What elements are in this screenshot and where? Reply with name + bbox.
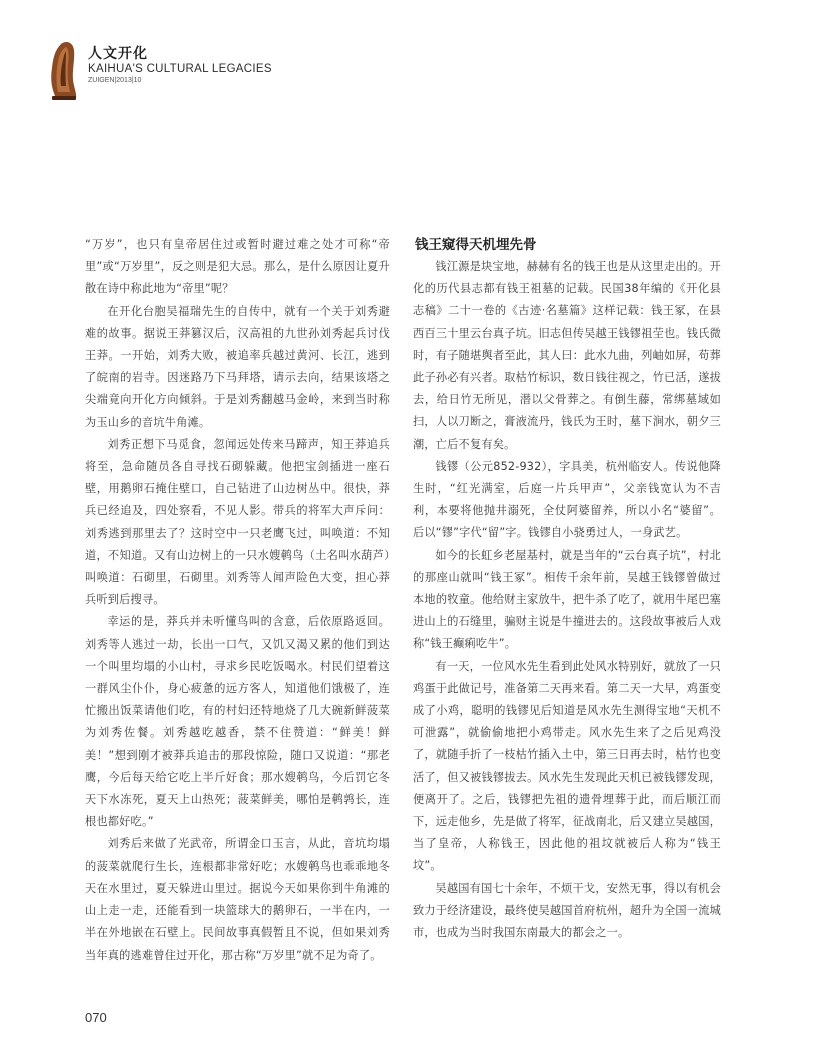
masthead-title-en: KAIHUA'S CULTURAL LEGACIES xyxy=(88,63,272,75)
carved-root-sculpture-icon xyxy=(46,40,80,100)
paragraph: 在开化台胞吴福瑞先生的自传中，就有一个关于刘秀避难的故事。据说王莽篡汉后，汉高祖的九世孙刘秀起兵讨伐王莽。一开始，刘秀大败，被追率兵越过黄河、长江，逃到了皖南的岩寺。因迷路乃下马拜塔，请示去向，结果该塔之尖端竟向开化方向倾斜。于是刘秀翻越马金岭，来到当时称为玉山乡的音坑牛角滩。 xyxy=(85,304,390,429)
masthead-issue: ZUIGEN|2013|10 xyxy=(88,77,142,84)
section-title: 钱王窥得天机埋先骨 xyxy=(415,237,537,253)
masthead-title-zh: 人文开化 xyxy=(88,46,148,62)
masthead xyxy=(46,40,346,104)
left-column xyxy=(85,234,390,967)
paragraph: 如今的长虹乡老屋基村，就是当年的“云台真子坑”，村北的那座山就叫“钱王冢”。相传千余年前，吴越王钱镠曾做过本地的牧童。他给财主家放牛，把牛杀了吃了，就用牛尾巴塞进山上的石缝里，骗财主说是牛撞进去的。这段故事被后人戏称“钱王癫痢吃牛”。 xyxy=(413,548,721,651)
paragraph: 刘秀后来做了光武帝，所谓金口玉言，从此，音坑均塌的菠菜就爬行生长，连根都非常好吃；水嫂鹌鸟也乖乖地冬天在水里过，夏天躲进山里过。据说今天如果你到牛角滩的山上走一走，还能看到一块篮球大的鹅卵石，一半在内，一半在外地嵌在石壁上。民间故事真假暂且不说，但如果刘秀当年真的逃难曾住过开化，那古称“万岁里”就不足为奇了。 xyxy=(85,837,390,962)
paragraph: 刘秀正想下马觅食，忽闻远处传来马蹄声，知王莽追兵将至，急命随员各自寻找石砌躲藏。他把宝剑插进一座石壁，用鹅卵石掩住壁口，自己钻进了山边树丛中。很快，莽兵已经追及，四处察看，不见人影。带兵的将军大声斥问：刘秀逃到那里去了？这时空中一只老鹰飞过，叫唤道：不知道，不知道。又有山边树上的一只水嫂鹌鸟（土名叫水葫芦）叫唤道：石砌里，石砌里。刘秀等人闻声险色大变，担心莽兵听到后搜寻。 xyxy=(85,437,390,607)
paragraph: 幸运的是，莽兵并未听懂鸟叫的含意，后依原路返回。刘秀等人逃过一劫，长出一口气，又饥又渴又累的他们到达一个叫里均塌的小山村，寻求乡民吃饭喝水。村民们望着这一群风尘仆仆，身心疲惫的远方客人，知道他们饿极了，连忙搬出饭菜请他们吃，有的村妇还特地烧了几大碗新鲜菠菜为刘秀佐餐。刘秀越吃越香，禁不住赞道：“鲜美！鲜美！”想到刚才被莽兵追击的那段惊险，随口又说道：“那老鹰，今后每天给它吃上半斤好食；那水嫂鹌鸟，今后罚它冬天下水冻死，夏天上山热死；菠菜鲜美，哪怕是鹌鹑长，连根也都好吃。” xyxy=(85,615,390,829)
right-column xyxy=(413,234,721,944)
paragraph: 有一天，一位风水先生看到此处风水特别好，就放了一只鸡蛋于此做记号，准备第二天再来看。第二天一大早，鸡蛋变成了小鸡，聪明的钱镠见后知道是风水先生测得宝地“天机不可泄露”，就偷偷地把小鸡带走。风水先生来了之后见鸡没了，就随手折了一枝枯竹插入土中，第三日再去时，枯竹也变活了，但又被钱镠拔去。风水先生发现此天机已被钱镠发现，便离开了。之后，钱镠把先祖的遗骨埋葬于此，而后顺江而下，远走他乡，先是做了将军，征战南北，后又建立吴越国，当了皇帝，人称钱王，因此他的祖坟就被后人称为“钱王坟”。 xyxy=(413,659,721,873)
paragraph: 钱江源是块宝地，赫赫有名的钱王也是从这里走出的。开化的历代县志都有钱王祖墓的记载。民国38年编的《开化县志稿》二十一卷的《古迹·名墓篇》这样记载：钱王冢，在县西百三十里云台真子坑。旧志但传吴越王钱镠祖茔也。钱氏微时，有子随堪舆者至此，其人曰：此水九曲，列岫如屏，苟葬此子孙必有兴者。取枯竹标识，数日钱往视之，竹已活，遂拔去，给日竹无所见，潜以父骨葬之。有倒生藤，常绑墓域如扫，人以刀断之，膏液流丹，钱氏为王时，墓下涧水，朝夕三潮，亡后不复有矣。 xyxy=(413,260,721,451)
paragraph: 吴越国有国七十余年，不烦干戈，安然无事，得以有机会致力于经济建设，最终使吴越国首府杭州，超升为全国一流城市，也成为当时我国东南最大的都会之一。 xyxy=(413,881,721,940)
paragraph: “万岁”，也只有皇帝居住过或暂时避过难之处才可称“帝里”或“万岁里”，反之则是犯大忌。那么，是什么原因让夏升散在诗中称此地为“帝里”呢？ xyxy=(85,238,390,296)
paragraph: 钱镠（公元852-932），字具美，杭州临安人。传说他降生时，“红光满室，后庭一片兵甲声”，父亲钱宽认为不吉利，本要将他抛井溺死，全仗阿婆留养，所以小名“婆留”。后以“镠”字代“留”字。钱镠自小骁勇过人，一身武艺。 xyxy=(413,459,721,540)
page-number: 070 xyxy=(85,1010,107,1025)
